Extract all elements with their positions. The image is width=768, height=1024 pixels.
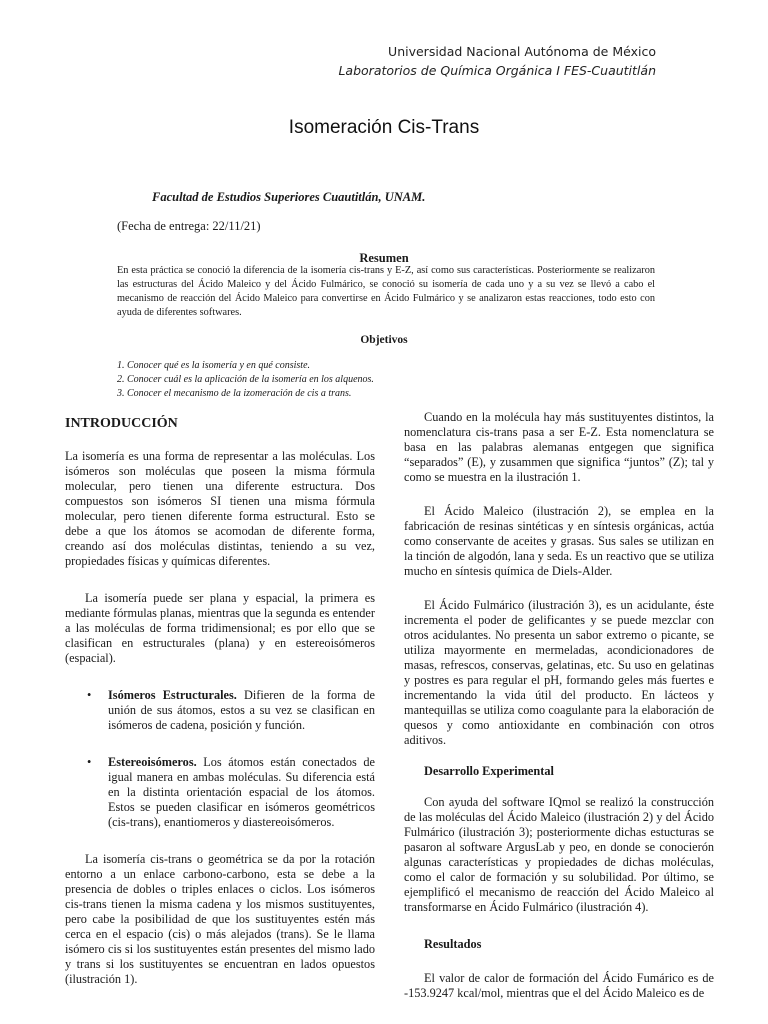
results-paragraph: El valor de calor de formación del Ácido Fumárico es de -153.9247 kcal/mol, mientras que el del Ácido Maleico es de [404, 971, 714, 1000]
laboratory-name: Laboratorios de Química Orgánica I FES-Cuautitlán [338, 63, 656, 78]
bullet-structural-isomers [65, 688, 375, 733]
bullet-term: Isómeros Estructurales. [108, 688, 237, 702]
experimental-paragraph: Con ayuda del software IQmol se realizó la construcción de las moléculas del Ácido Maleico (ilustración 2) y del Ácido Fulmárico (ilustración 3); posteriormente dichas estucturas se pasaron al software ArgusLab y peo, en donde se conocierón algunas características y propiedades de dichas moléculas, como el calor de formación y su solubilidad. Por último, se ejemplificó el mecanismo de reacción del Ácido Maleico al transformarse en Ácido Fulmárico (ilustración 4). [404, 795, 714, 914]
bullet-text: Difieren de la forma de unión de sus átomos, estos a su vez se clasifican en isómeros de cadena, posición y función. [108, 688, 375, 732]
intro-paragraph-3: La isomería cis-trans o geométrica se da por la rotación entorno a un enlace carbono-carbono, esta se debe a la presencia de dobles o triples enlaces o ciclos. Los isómeros cis-trans tienen la misma cadena y los mismos sustituyentes, pero cabe la posibilidad de que los sustituyentes estén más cerca en el espacio (cis) o más alejados (trans). Se le llama isómero cis si los sustituyentes están presentes del mismo lado y trans si los sustituyentes se encuentran en lados opuestos (ilustración 1). [65, 852, 375, 986]
experimental-heading: Desarrollo Experimental [424, 764, 554, 778]
right-paragraph-1: Cuando en la molécula hay más sustituyentes distintos, la nomenclatura cis-trans pasa a ser E-Z. Esta nomenclatura se basa en las palabras alemanas entgegen que significa “separados” (E), y zusammen que significa “juntos” (Z); tal y como se muestra en la ilustración 1. [404, 410, 714, 484]
right-column [404, 410, 714, 1001]
bullet-dot: • [87, 755, 92, 769]
introduction-heading: INTRODUCCIÓN [65, 416, 178, 431]
abstract-text: En esta práctica se conoció la diferencia de la isomería cis-trans y E-Z, así como sus características. Posteriormente se realizaron las estructuras del Ácido Maleico y del Ácido Fulmárico, se conoció su isomería de cada uno y a su vez se llevó a cabo el mecanismo de reacción del Ácido Maleico para convertirse en Ácido Fulmárico y se analizaron estas reacciones, todo esto con ayuda de diferentes softwares. [117, 265, 655, 318]
page-title: Isomeración Cis-Trans [288, 117, 480, 138]
objective-item: 2. Conocer cuál es la aplicación de la isomería en los alquenos. [117, 374, 374, 385]
results-heading: Resultados [424, 937, 482, 951]
bullet-term: Estereoisómeros. [108, 755, 197, 769]
document-header [338, 42, 656, 80]
objectives-list [117, 359, 617, 401]
right-paragraph-2: El Ácido Maleico (ilustración 2), se emplea en la fabricación de resinas sintéticas y en síntesis orgánicas, actúa como conservante de aceites y grasas. Sus sales se utilizan en la tinción de algodón, lana y seda. Es un reactivo que se utiliza mucho en síntesis química de Diels-Alder. [404, 504, 714, 578]
abstract-heading: Resumen [359, 251, 409, 265]
bullet-stereoisomers [65, 755, 375, 830]
objective-item: 3. Conocer el mecanismo de la izomeración de cis a trans. [117, 388, 352, 399]
intro-paragraph-2: La isomería puede ser plana y espacial, la primera es mediante fórmulas planas, mientras que la segunda es entender a las moléculas de forma tridimensional; es por ello que se clasifican en estructurales (plana) y en estereoisómeros (espacial). [65, 591, 375, 665]
objectives-heading: Objetivos [360, 334, 408, 346]
delivery-date: (Fecha de entrega: 22/11/21) [117, 219, 261, 233]
bullet-text: Los átomos están conectados de igual manera en ambas moléculas. Su diferencia está en la distinta orientación espacial de los átomos. Estos se pueden clasificar en isómeros geométricos (cis-trans), enantiomeros y diastereoisómeros. [108, 755, 375, 829]
university-name: Universidad Nacional Autónoma de México [388, 44, 656, 59]
left-column [65, 410, 375, 987]
faculty-line: Facultad de Estudios Superiores Cuautitlán, UNAM. [152, 190, 426, 204]
right-paragraph-3: El Ácido Fulmárico (ilustración 3), es un acidulante, éste incrementa el poder de gelificantes y se puede mezclar con otros acidulantes. No presenta un sabor extremo o picante, se utiliza mayormente en mermeladas, acondicionadores de masas, refrescos, conservas, gelatinas, etc. Su uso en gelatinas y postres es para regular el pH, formando geles más fuertes e incrementando la vida útil del producto. En lácteos y mantequillas se utiliza como coagulante para la elaboración de quesos y como antioxidante en combinación con otros aditivos. [404, 598, 714, 747]
intro-paragraph-1: La isomería es una forma de representar a las moléculas. Los isómeros son moléculas que poseen la misma fórmula molecular, pero tienen una diferente estructura. Dos compuestos son isómeros SI tienen una misma fórmula molecular, pero tienen diferente forma estructural. Esto se debe a que los átomos se acomodan de diferente forma, creando así dos moléculas distintas, teniendo a su vez, propiedades físicas y químicas diferentes. [65, 449, 375, 568]
objective-item: 1. Conocer qué es la isomería y en qué consiste. [117, 360, 311, 371]
bullet-dot: • [87, 688, 92, 702]
